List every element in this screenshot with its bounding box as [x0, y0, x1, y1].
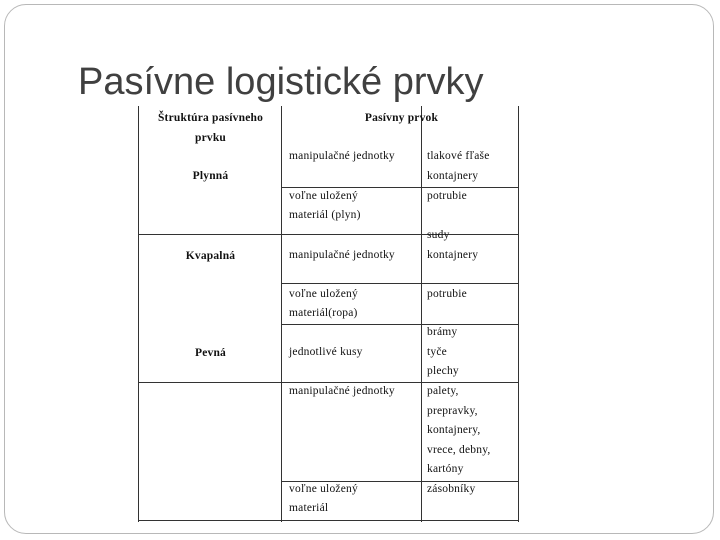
- group-label-gas: Plynná: [192, 170, 229, 182]
- cell-item: sudy: [427, 229, 450, 241]
- cell-item: tlakové fľaše: [427, 150, 490, 162]
- cell-item: potrubie: [427, 288, 467, 300]
- table-header-structure-cont: prvku: [194, 132, 227, 144]
- cell-item: plechy: [427, 365, 459, 377]
- cell-item: kartóny: [427, 463, 464, 475]
- cell-item: zásobníky: [427, 483, 476, 495]
- group-label-liquid: Kvapalná: [185, 250, 236, 262]
- cell-type: manipulačné jednotky: [289, 385, 395, 397]
- cell-item: brámy: [427, 326, 458, 338]
- table-rule: [281, 283, 519, 284]
- cell-type: voľne uložený: [289, 483, 358, 495]
- table-divider-col1: [281, 106, 282, 522]
- cell-type: manipulačné jednotky: [289, 150, 395, 162]
- table-rule: [281, 187, 519, 188]
- table-header-passive-element: Pasívny prvok: [364, 112, 439, 124]
- cell-item: tyče: [427, 346, 447, 358]
- group-label-solid: Pevná: [194, 347, 227, 359]
- cell-type: materiál(ropa): [289, 307, 358, 319]
- table-border-bottom: [138, 520, 519, 521]
- cell-type: voľne uložený: [289, 190, 358, 202]
- table-rule: [281, 324, 519, 325]
- table-rule: [138, 382, 519, 383]
- table-border-right: [518, 106, 519, 522]
- cell-item: palety,: [427, 385, 459, 397]
- table-image: [138, 106, 520, 522]
- table-rule: [138, 234, 519, 235]
- slide-title: Pasívne logistické prvky: [78, 61, 484, 103]
- cell-item: prepravky,: [427, 405, 478, 417]
- cell-item: kontajnery: [427, 249, 479, 261]
- cell-item: potrubie: [427, 190, 467, 202]
- cell-item: kontajnery,: [427, 424, 481, 436]
- cell-type: jednotlivé kusy: [289, 346, 363, 358]
- cell-item: kontajnery: [427, 170, 479, 182]
- cell-type: manipulačné jednotky: [289, 249, 395, 261]
- table-header-structure: Štruktúra pasívneho: [157, 112, 264, 124]
- table-border-left: [138, 106, 139, 522]
- cell-type: materiál: [289, 502, 329, 514]
- cell-item: vrece, debny,: [427, 444, 491, 456]
- cell-type: materiál (plyn): [289, 209, 361, 221]
- cell-type: voľne uložený: [289, 288, 358, 300]
- table-divider-col2: [421, 106, 422, 522]
